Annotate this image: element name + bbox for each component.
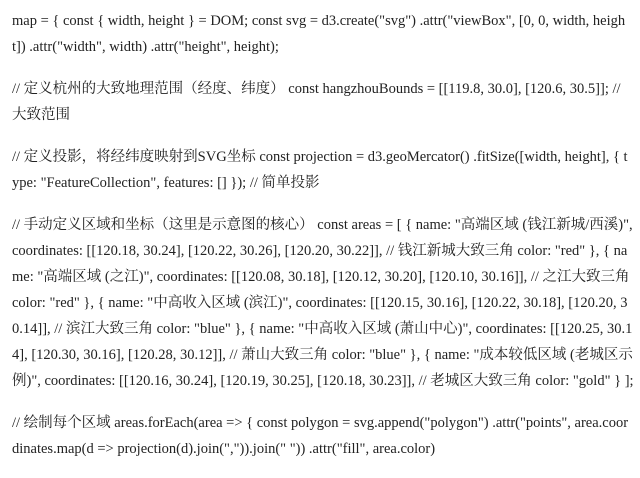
code-paragraph-draw-areas: // 绘制每个区域 areas.forEach(area => { const polygon = svg.append("polygon") .attr("points", area.coordinates.map(d => projection(d).join(",")).join(" ")) .attr("fill", area.color) — [12, 415, 629, 457]
code-paragraph-areas: // 手动定义区域和坐标（这里是示意图的核心） const areas = [ { name: "高端区域 (钱江新城/西溪)", coordinates: [[120.18, 30.24], [120.22, 30.26], [120.20, 30.22]], // 钱江新城大致三角 color: "red" }, { name: "高端区域 (之江)", coordinates: [[120.08, 30.18], [120.12, 30.20], [120.10, 30.16]], // 之江大致三角 color: "red" }, { name: "中高收入区域 (滨江)", coordinates: [[120.15, 30.16], [120.22, 30.18], [120.20, 30.14]], // 滨江大致三角 color: "blue" }, { name: "中高收入区域 (萧山中心)", coordinates: [[120.25, 30.14], [120.30, 30.16], [120.28, 30.12]], // 萧山大致三角 color: "blue" }, { name: "成本较低区域 (老城区示例)", coordinates: [[120.16, 30.24], [120.19, 30.25], [120.18, 30.23]], // 老城区大致三角 color: "gold" } ]; — [12, 217, 634, 389]
code-paragraph-svg-setup: map = { const { width, height } = DOM; const svg = d3.create("svg") .attr("viewBox", [0, 0, width, height]) .attr("width", width) .attr("height", height); — [12, 13, 626, 55]
document-body — [12, 8, 634, 478]
code-paragraph-projection: // 定义投影，将经纬度映射到SVG坐标 const projection = d3.geoMercator() .fitSize([width, height], { type: "FeatureCollection", features: [] }); // 简单投影 — [12, 149, 628, 191]
code-paragraph-hangzhou-bounds: // 定义杭州的大致地理范围（经度、纬度） const hangzhouBounds = [[119.8, 30.0], [120.6, 30.5]]; // 大致范围 — [12, 81, 621, 123]
